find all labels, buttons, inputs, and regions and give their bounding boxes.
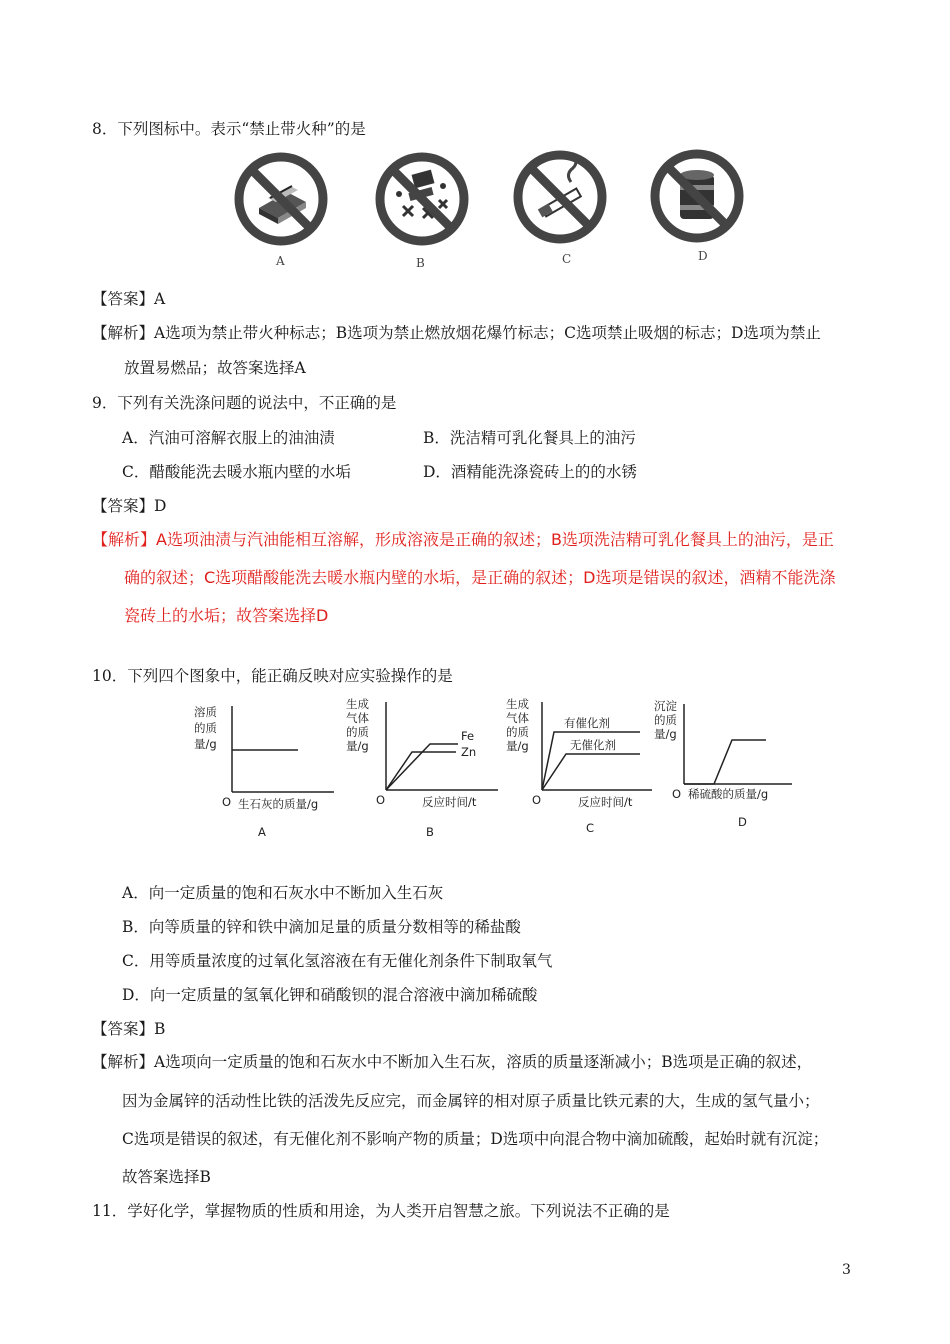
graph-d-origin: O [672,787,682,801]
q9-stem: 9．下列有关洗涤问题的说法中，不正确的是 [92,394,397,412]
graph-c-ylabel-4: 量/g [506,739,529,753]
q8-stem: 8．下列图标中。表示“禁止带火种”的是 [92,120,366,138]
q10-option-c: C．用等质量浓度的过氧化氢溶液在有无催化剂条件下制取氧气 [122,952,553,970]
q9-option-a: A．汽油可溶解衣服上的油油渍 [122,429,335,447]
q9-option-c: C．醋酸能洗去暖水瓶内壁的水垢 [122,463,351,481]
graph-b-letter: B [426,825,434,839]
q10-graph-panel [186,694,806,844]
graph-b-origin: O [376,793,386,807]
q8-analysis-line1: 【解析】A选项为禁止带火种标志；B选项为禁止燃放烟花爆竹标志；C选项禁止吸烟的标志；D选项为禁止 [92,324,821,342]
graph-b-ylabel-2: 气体 [346,711,369,725]
graph-b-ylabel-4: 量/g [346,739,369,753]
q10-analysis-line3: C选项是错误的叙述，有无催化剂不影响产物的质量；D选项中向混合物中滴加硫酸，起始时就有沉淀； [122,1130,829,1148]
graph-a-xlabel: 生石灰的质量/g [238,797,319,811]
graph-a-ylabel-1: 溶质 [194,705,217,719]
graph-a-origin: O [222,795,232,809]
graph-c-xlabel: 反应时间/t [578,795,633,809]
graph-a-letter: A [258,825,266,839]
graph-b-ylabel-3: 的质 [346,725,369,739]
graph-d-ylabel-3: 量/g [654,727,677,741]
graph-d-letter: D [738,815,747,829]
q10-option-b: B．向等质量的锌和铁中滴加足量的质量分数相等的稀盐酸 [122,918,521,936]
q10-option-a: A．向一定质量的饱和石灰水中不断加入生石灰 [122,884,444,902]
sign-caption-c: C [562,252,572,266]
q9-analysis-line3: 瓷砖上的水垢；故答案选择D [124,606,329,625]
q10-analysis-line4: 故答案选择B [122,1168,211,1186]
q9-analysis-line2: 确的叙述；C选项醋酸能洗去暖水瓶内壁的水垢，是正确的叙述；D选项是错误的叙述，酒精不能洗涤 [124,568,836,587]
prohibition-sign-c [511,148,609,246]
graph-c-letter: C [586,821,595,835]
q9-option-d: D．酒精能洗涤瓷砖上的的水锈 [423,463,637,481]
graph-b-series-zn: Zn [461,745,477,759]
q9-option-b: B．洗洁精可乳化餐具上的油污 [423,429,636,447]
graph-a-ylabel-2: 的质 [194,721,217,735]
graph-d-ylabel-1: 沉淀 [654,699,677,713]
sign-caption-b: B [416,256,425,270]
q10-analysis-line1: 【解析】A选项向一定质量的饱和石灰水中不断加入生石灰，溶质的质量逐渐减小；B选项是正确的叙述， [92,1053,813,1071]
q10-analysis-line2: 因为金属锌的活动性比铁的活泼先反应完，而金属锌的相对原子质量比铁元素的大，生成的氢气量小； [122,1092,820,1110]
q9-answer: 【答案】D [92,497,167,515]
q10-answer: 【答案】B [92,1020,166,1038]
graph-c-origin: O [532,793,542,807]
q11-stem: 11．学好化学，掌握物质的性质和用途，为人类开启智慧之旅。下列说法不正确的是 [92,1202,670,1220]
graph-a-ylabel-3: 量/g [194,737,217,751]
prohibition-sign-b [373,150,471,248]
page-number: 3 [842,1262,851,1278]
graph-c-ylabel-2: 气体 [506,711,529,725]
graph-c-series-catalyst: 有催化剂 [564,716,610,730]
graph-c-ylabel-3: 的质 [506,725,529,739]
graph-b-series-fe: Fe [461,729,475,743]
prohibition-sign-d [648,147,746,245]
q8-answer: 【答案】A [92,290,166,308]
sign-caption-d: D [698,249,708,263]
graph-d-ylabel-2: 的质 [654,713,677,727]
graph-b-xlabel: 反应时间/t [422,795,477,809]
q9-analysis-line1: 【解析】A选项油渍与汽油能相互溶解，形成溶液是正确的叙述；B选项洗洁精可乳化餐具上的油污，是正 [92,530,834,549]
prohibition-sign-a [232,150,330,248]
graph-c-series-no-catalyst: 无催化剂 [570,738,616,752]
graph-c-ylabel-1: 生成 [506,697,529,711]
q8-analysis-line2: 放置易燃品；故答案选择A [124,359,306,377]
graph-b-ylabel-1: 生成 [346,697,369,711]
q10-stem: 10．下列四个图象中，能正确反映对应实验操作的是 [92,667,453,685]
q10-option-d: D．向一定质量的氢氧化钾和硝酸钡的混合溶液中滴加稀硫酸 [122,986,538,1004]
graph-d-xlabel: 稀硫酸的质量/g [688,787,769,801]
sign-caption-a: A [276,254,285,268]
